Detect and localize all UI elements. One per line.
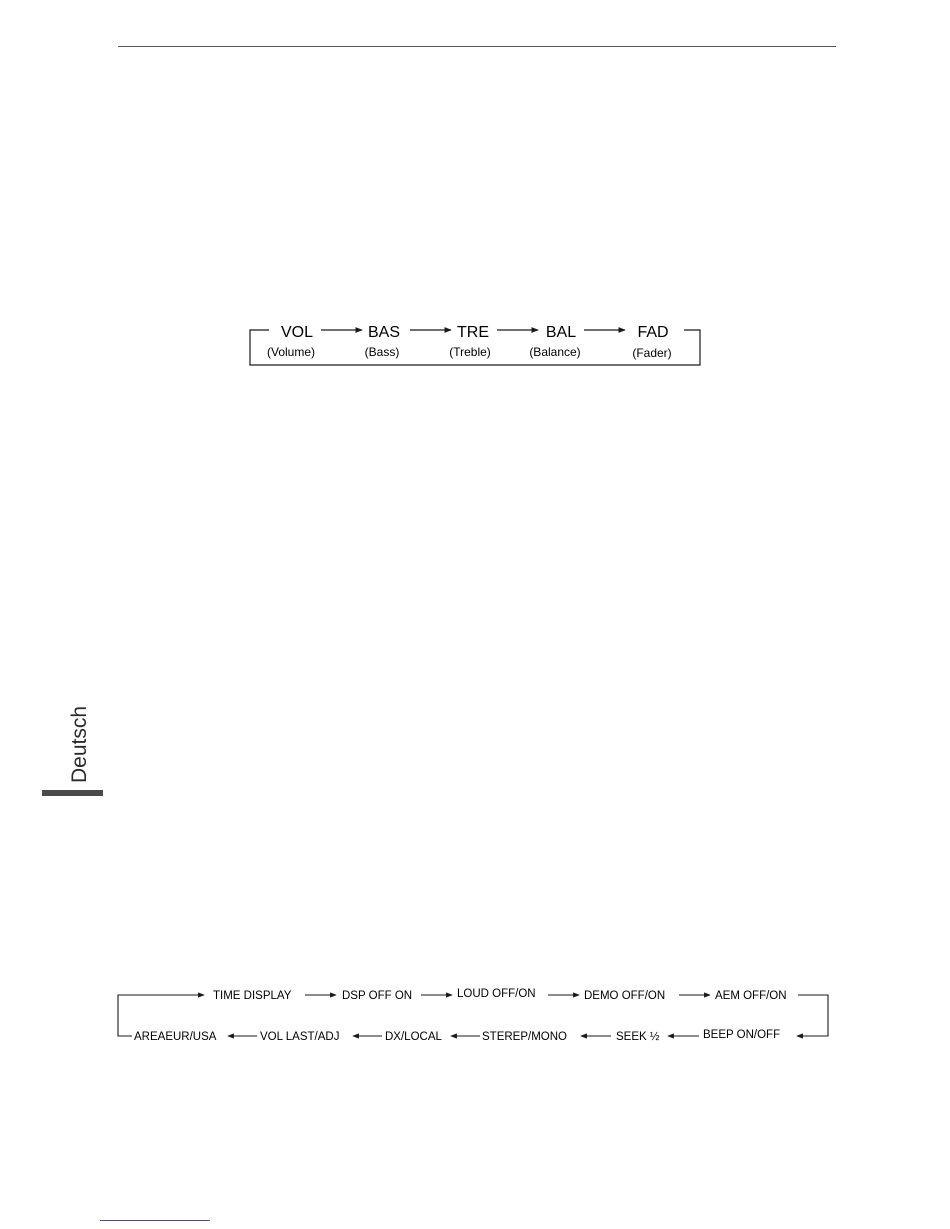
audio-node-tre-sub: (Treble) <box>449 345 491 359</box>
audio-node-bas: BAS <box>367 324 401 341</box>
audio-node-fad: FAD <box>637 324 669 341</box>
menu-node-aem: AEM OFF/ON <box>715 990 787 1002</box>
footer-rule <box>100 1220 210 1221</box>
menu-node-time-display: TIME DISPLAY <box>213 990 292 1002</box>
menu-node-loud: LOUD OFF/ON <box>457 988 536 1000</box>
menu-node-beep: BEEP ON/OFF <box>703 1029 781 1041</box>
menu-node-vol-last: VOL LAST/ADJ <box>260 1031 340 1043</box>
menu-node-dx-local: DX/LOCAL <box>385 1031 442 1043</box>
menu-loop-left <box>118 995 204 1036</box>
menu-node-stereo: STEREP/MONO <box>482 1031 567 1043</box>
language-tab-label: Deutsch <box>68 705 91 783</box>
menu-node-demo: DEMO OFF/ON <box>584 990 666 1002</box>
menu-node-area: AREAEUR/USA <box>134 1031 217 1043</box>
audio-node-bal-sub: (Balance) <box>529 345 581 359</box>
menu-node-seek: SEEK ½ <box>616 1031 660 1043</box>
menu-flow-diagram <box>118 988 828 1043</box>
audio-node-fad-sub: (Fader) <box>632 346 672 360</box>
audio-node-bal: BAL <box>545 324 577 341</box>
audio-node-bas-sub: (Bass) <box>364 345 400 359</box>
menu-node-dsp: DSP OFF ON <box>342 990 413 1002</box>
audio-node-tre: TRE <box>457 324 489 341</box>
audio-node-vol: VOL <box>280 324 314 341</box>
audio-flow-diagram <box>250 324 700 365</box>
menu-loop-right <box>797 995 828 1036</box>
audio-node-vol-sub: (Volume) <box>266 345 316 359</box>
